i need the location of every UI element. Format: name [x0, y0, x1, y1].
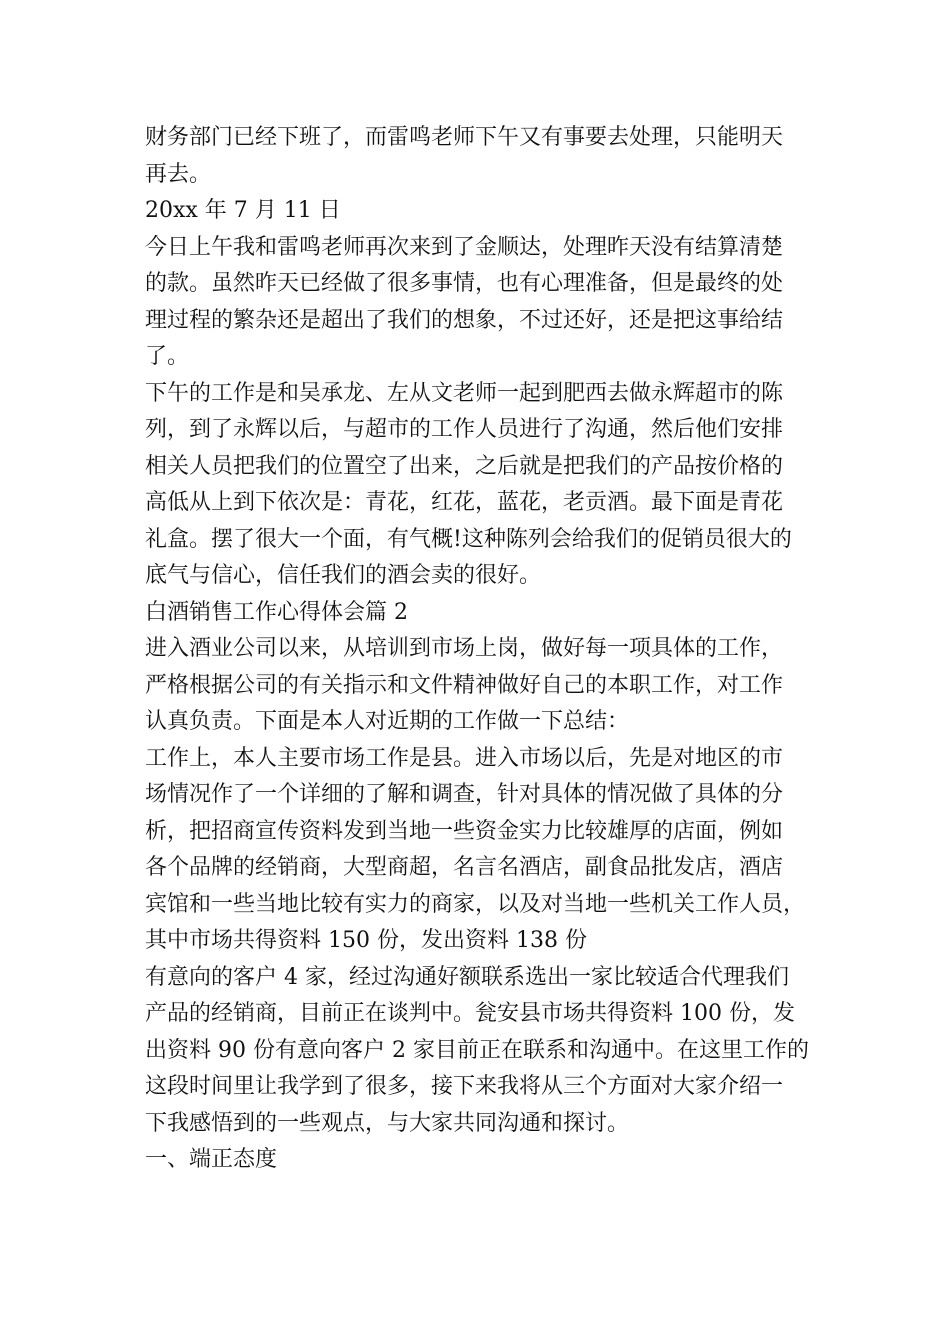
text-line: 底气与信心，信任我们的酒会卖的很好。 — [145, 563, 542, 588]
text-line: 礼盒。摆了很大一个面，有气概!这种陈列会给我们的促销员很大的 — [145, 526, 792, 552]
text-line: 理过程的繁杂还是超出了我们的想象，不过还好，还是把这事给结 — [145, 307, 784, 333]
text-line: 再去。 — [145, 161, 212, 187]
text-line: 下午的工作是和吴承龙、左从文老师一起到肥西去做永辉超市的陈 — [145, 380, 784, 406]
text-line: 下我感悟到的一些观点，与大家共同沟通和探讨。 — [145, 1110, 630, 1136]
date-heading: 20xx 年 7 月 11 日 — [145, 198, 341, 223]
text-line: 列，到了永辉以后，与超市的工作人员进行了沟通，然后他们安排 — [145, 417, 784, 442]
text-line: 宾馆和一些当地比较有实力的商家，以及对当地一些机关工作人员， — [145, 891, 806, 917]
text-line: 进入酒业公司以来，从培训到市场上岗，做好每一项具体的工作， — [145, 636, 784, 661]
text-line: 了。 — [145, 344, 190, 369]
text-line: 严格根据公司的有关指示和文件精神做好自己的本职工作，对工作 — [145, 672, 784, 698]
text-line: 相关人员把我们的位置空了出来，之后就是把我们的产品按价格的 — [145, 453, 784, 479]
text-line: 其中市场共得资料 150 份，发出资料 138 份 — [145, 928, 587, 953]
text-line: 各个品牌的经销商，大型商超，名言名酒店，副食品批发店，酒店 — [145, 855, 784, 880]
document-body — [145, 120, 835, 1179]
subsection-heading: 一、端正态度 — [145, 1147, 278, 1172]
text-line: 今日上午我和雷鸣老师再次来到了金顺达，处理昨天没有结算清楚 — [145, 234, 784, 260]
text-line: 的款。虽然昨天已经做了很多事情，也有心理准备，但是最终的处 — [145, 271, 784, 296]
text-line: 有意向的客户 4 家，经过沟通好额联系选出一家比较适合代理我们 — [145, 964, 789, 990]
text-line: 这段时间里让我学到了很多，接下来我将从三个方面对大家介绍一 — [145, 1074, 784, 1099]
text-line: 财务部门已经下班了，而雷鸣老师下午又有事要去处理，只能明天 — [145, 125, 784, 150]
text-line: 工作上，本人主要市场工作是县。进入市场以后，先是对地区的市 — [145, 745, 784, 771]
text-line: 产品的经销商，目前正在谈判中。瓮安县市场共得资料 100 份，发 — [145, 1001, 795, 1026]
text-line: 场情况作了一个详细的了解和调查，针对具体的情况做了具体的分 — [145, 782, 784, 807]
text-line: 认真负责。下面是本人对近期的工作做一下总结： — [145, 709, 630, 734]
text-line: 高低从上到下依次是：青花，红花，蓝花，老贡酒。最下面是青花 — [145, 490, 784, 515]
section-heading: 白酒销售工作心得体会篇 2 — [145, 599, 408, 625]
text-line: 析，把招商宣传资料发到当地一些资金实力比较雄厚的店面，例如 — [145, 818, 784, 844]
text-line: 出资料 90 份有意向客户 2 家目前正在联系和沟通中。在这里工作的 — [145, 1037, 809, 1063]
